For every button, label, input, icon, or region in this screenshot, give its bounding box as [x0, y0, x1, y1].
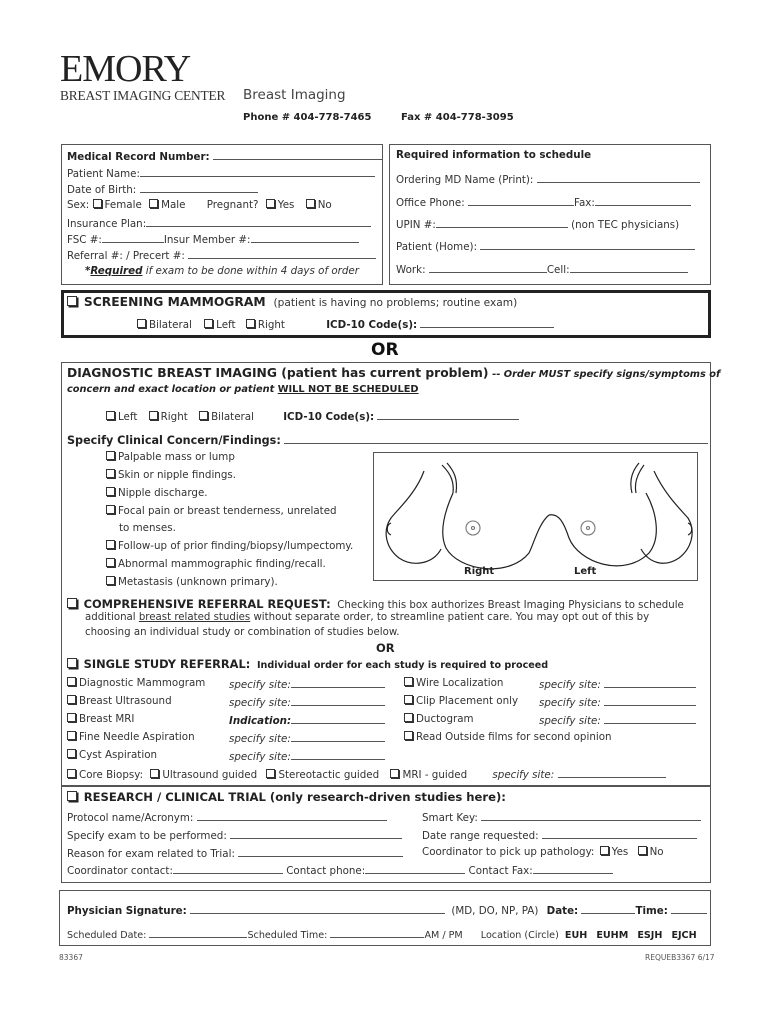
- signature-time-label: Time:: [635, 905, 668, 917]
- study-field-row: [539, 695, 696, 709]
- study-item: [404, 695, 518, 707]
- protocol-field[interactable]: [197, 810, 387, 821]
- patient-name-label: Patient Name:: [67, 168, 140, 180]
- core-biopsy-row: [67, 767, 666, 781]
- emory-logo: EMORY: [60, 48, 191, 90]
- study-field[interactable]: [604, 677, 696, 688]
- comprehensive-text-2-pre: additional: [85, 612, 139, 623]
- single-study-checkbox[interactable]: [67, 658, 77, 668]
- mrn-field[interactable]: [213, 149, 383, 160]
- finding-checkbox[interactable]: [106, 451, 115, 460]
- insur-member-label: Insur Member #:: [163, 234, 251, 246]
- study-checkbox[interactable]: [67, 713, 76, 722]
- study-field-label: specify site:: [229, 697, 291, 709]
- finding-label: Follow-up of prior finding/biopsy/lumpectomy.: [118, 540, 354, 552]
- fsc-row: [67, 232, 359, 246]
- contact-fax-label: Contact Fax:: [468, 865, 533, 877]
- study-checkbox[interactable]: [404, 677, 413, 686]
- mrn-row: [67, 149, 383, 163]
- reason-row: [67, 846, 403, 860]
- office-fax-field[interactable]: [595, 195, 691, 206]
- patient-home-label: Patient (Home):: [396, 241, 478, 253]
- credentials-label: (MD, DO, NP, PA): [451, 905, 539, 917]
- ordering-md-label: Ordering MD Name (Print):: [396, 174, 534, 186]
- study-field-row: [539, 677, 696, 691]
- or-divider-small: OR: [376, 641, 395, 655]
- diagram-right-label: Right: [464, 566, 495, 577]
- signature-date-label: Date:: [546, 905, 579, 917]
- female-label: Female: [104, 199, 142, 211]
- study-field[interactable]: [291, 713, 385, 724]
- finding-label: Abnormal mammographic finding/recall.: [118, 558, 326, 570]
- mri-guided-label: MRI - guided: [402, 769, 468, 781]
- smart-key-row: [422, 810, 701, 824]
- or-divider: OR: [371, 340, 399, 360]
- smart-key-field[interactable]: [481, 810, 701, 821]
- patient-name-field[interactable]: [140, 166, 375, 177]
- location-ejch[interactable]: EJCH: [671, 930, 697, 941]
- finding-item: [106, 558, 326, 570]
- contact-fax-field[interactable]: [533, 863, 613, 874]
- pregnant-no-label: No: [317, 199, 332, 211]
- study-checkbox[interactable]: [404, 695, 413, 704]
- diagnostic-left-checkbox[interactable]: [106, 411, 115, 420]
- required-note: [85, 265, 359, 277]
- footer-left-code: 83367: [59, 953, 83, 962]
- study-field-row: [229, 713, 385, 727]
- upin-label: UPIN #:: [396, 219, 436, 231]
- male-label: Male: [161, 199, 186, 211]
- screening-note: (patient is having no problems; routine exam): [273, 297, 518, 309]
- core-biopsy-label: Core Biopsy:: [79, 769, 144, 781]
- study-field-row: [229, 749, 385, 763]
- diagnostic-warning: Order MUST specify signs/symptoms of: [503, 369, 721, 380]
- ampm-label: AM / PM: [424, 930, 463, 941]
- sched-date-label: Scheduled Date:: [67, 930, 147, 941]
- date-range-field[interactable]: [542, 828, 697, 839]
- cell-label: Cell:: [546, 264, 570, 276]
- insur-member-field[interactable]: [251, 232, 359, 243]
- study-item: [67, 713, 134, 725]
- sex-label: Sex:: [67, 199, 90, 211]
- finding-item: [106, 469, 236, 481]
- study-item: [404, 677, 503, 689]
- coord-contact-label: Coordinator contact:: [67, 865, 173, 877]
- finding-label: Nipple discharge.: [118, 487, 208, 499]
- diagnostic-bilateral-label: Bilateral: [211, 411, 254, 423]
- study-label: Diagnostic Mammogram: [79, 677, 206, 689]
- dob-row: [67, 182, 258, 196]
- clinical-concern-row: [67, 433, 708, 447]
- research-title: RESEARCH / CLINICAL TRIAL (only research-driven studies here):: [83, 790, 506, 804]
- pathology-yes-label: Yes: [611, 846, 629, 858]
- study-item: [67, 731, 195, 743]
- screening-options-row: [137, 317, 554, 331]
- clinical-concern-label: Specify Clinical Concern/Findings:: [67, 434, 281, 447]
- finding-item: [106, 487, 208, 499]
- pathology-label: Coordinator to pick up pathology:: [422, 846, 595, 858]
- single-study-title: SINGLE STUDY REFERRAL:: [83, 657, 251, 671]
- sched-time-field[interactable]: [330, 927, 424, 938]
- study-field-row: [539, 713, 696, 727]
- signature-time-field[interactable]: [671, 903, 707, 914]
- department-name: Breast Imaging: [243, 87, 346, 103]
- ordering-md-row: [396, 172, 700, 186]
- pregnant-yes-label: Yes: [277, 199, 295, 211]
- study-checkbox[interactable]: [67, 677, 76, 686]
- study-checkbox[interactable]: [67, 731, 76, 740]
- screening-checkbox[interactable]: [67, 296, 77, 306]
- pregnant-yes-checkbox[interactable]: [266, 199, 275, 208]
- comprehensive-text-1: Checking this box authorizes Breast Imaging Physicians to schedule: [337, 600, 684, 611]
- footer-right-code: REQUEB3367 6/17: [645, 953, 715, 962]
- screening-icd-label: ICD-10 Code(s):: [326, 319, 418, 331]
- diagram-left-label: Left: [574, 566, 597, 577]
- study-field[interactable]: [291, 695, 385, 706]
- insurance-row: [67, 216, 371, 230]
- study-field[interactable]: [291, 731, 385, 742]
- ultrasound-guided-checkbox[interactable]: [150, 769, 159, 778]
- ultrasound-guided-label: Ultrasound guided: [162, 769, 258, 781]
- referral-label: Referral #: / Precert #:: [67, 250, 185, 262]
- finding-label: Palpable mass or lump: [118, 451, 235, 463]
- study-field[interactable]: [604, 695, 696, 706]
- breast-related-studies: breast related studies: [138, 612, 251, 623]
- study-label: Breast Ultrasound: [79, 695, 172, 707]
- study-field-label: specify site:: [229, 751, 291, 763]
- pregnant-no-checkbox[interactable]: [306, 199, 315, 208]
- single-study-note: Individual order for each study is required to proceed: [256, 660, 549, 671]
- finding-checkbox[interactable]: [106, 469, 115, 478]
- stereotactic-guided-checkbox[interactable]: [266, 769, 275, 778]
- office-fax-label: Fax:: [573, 197, 595, 209]
- finding-checkbox[interactable]: [106, 487, 115, 496]
- breast-outline-icon: [374, 453, 697, 580]
- diagnostic-title: DIAGNOSTIC BREAST IMAGING (patient has current problem): [67, 366, 489, 380]
- sched-time-label: Scheduled Time:: [247, 930, 328, 941]
- comprehensive-checkbox[interactable]: [67, 598, 77, 608]
- exam-label: Specify exam to be performed:: [67, 830, 227, 842]
- male-checkbox[interactable]: [149, 199, 158, 208]
- screening-icd-field[interactable]: [420, 317, 554, 328]
- insurance-field[interactable]: [146, 216, 371, 227]
- coord-contact-field[interactable]: [173, 863, 283, 874]
- screening-left-checkbox[interactable]: [204, 319, 213, 328]
- pathology-row: [422, 846, 664, 858]
- protocol-row: [67, 810, 387, 824]
- patient-home-row: [396, 239, 695, 253]
- study-label: Read Outside films for second opinion: [416, 731, 612, 743]
- study-field[interactable]: [291, 749, 385, 760]
- diagnostic-title-row: [67, 366, 720, 380]
- study-field-row: [229, 695, 385, 709]
- comprehensive-title: COMPREHENSIVE REFERRAL REQUEST:: [83, 597, 331, 611]
- finding-label: to menses.: [119, 522, 176, 534]
- required-asterisk: *: [85, 265, 91, 277]
- study-item: [67, 749, 157, 761]
- referral-row: [67, 248, 376, 262]
- study-field-label: specify site:: [229, 733, 291, 745]
- pregnant-label: Pregnant?: [206, 199, 259, 211]
- study-field-row: [229, 731, 385, 745]
- comprehensive-text-3: choosing an individual study or combination of studies below.: [85, 627, 400, 638]
- study-label: Clip Placement only: [416, 695, 519, 707]
- fax-number: Fax # 404-778-3095: [401, 112, 514, 123]
- finding-checkbox[interactable]: [106, 576, 115, 585]
- upin-row: [396, 217, 679, 231]
- study-field-label: Indication:: [229, 715, 292, 727]
- diagnostic-left-label: Left: [118, 411, 138, 423]
- finding-checkbox[interactable]: [106, 540, 115, 549]
- pathology-no-checkbox[interactable]: [638, 846, 647, 855]
- date-range-label: Date range requested:: [422, 830, 539, 842]
- location-euh[interactable]: EUH: [564, 930, 588, 941]
- study-field-label: specify site:: [539, 697, 601, 709]
- sex-row: [67, 199, 332, 211]
- required-suffix: if exam to be done within 4 days of order: [142, 265, 359, 277]
- smart-key-label: Smart Key:: [422, 812, 478, 824]
- study-item: [67, 695, 172, 707]
- stereotactic-guided-label: Stereotactic guided: [278, 769, 380, 781]
- diagnostic-warning-2: [67, 384, 419, 395]
- study-label: Ductogram: [416, 713, 474, 725]
- comprehensive-row: [67, 597, 684, 611]
- signature-field[interactable]: [190, 903, 445, 914]
- study-field-label: specify site:: [539, 715, 601, 727]
- insurance-label: Insurance Plan:: [67, 218, 147, 230]
- research-checkbox[interactable]: [67, 791, 77, 801]
- study-checkbox[interactable]: [404, 713, 413, 722]
- study-item: [67, 677, 205, 689]
- date-range-row: [422, 828, 697, 842]
- study-label: Wire Localization: [416, 677, 504, 689]
- patient-home-field[interactable]: [480, 239, 695, 250]
- schedule-title: Required information to schedule: [396, 149, 592, 161]
- finding-label: Focal pain or breast tenderness, unrelated: [118, 505, 337, 517]
- signature-row: [67, 903, 707, 917]
- required-word: Required: [90, 265, 143, 277]
- dob-label: Date of Birth:: [67, 184, 137, 196]
- work-cell-row: [396, 262, 688, 276]
- research-title-row: [67, 790, 506, 804]
- cell-field[interactable]: [570, 262, 688, 273]
- study-label: Cyst Aspiration: [79, 749, 158, 761]
- study-item: [404, 731, 612, 743]
- finding-label: Skin or nipple findings.: [118, 469, 237, 481]
- exam-field[interactable]: [230, 828, 402, 839]
- location-euhm[interactable]: EUHM: [596, 930, 629, 941]
- phone-number: Phone # 404-778-7465: [243, 112, 372, 123]
- screening-title-row: [67, 295, 517, 309]
- breast-diagram[interactable]: [373, 452, 698, 581]
- study-field[interactable]: [604, 713, 696, 724]
- screening-right-checkbox[interactable]: [246, 319, 255, 328]
- fsc-label: FSC #:: [67, 234, 102, 246]
- study-item: [404, 713, 474, 725]
- diagnostic-options-row: [106, 409, 519, 423]
- study-label: Fine Needle Aspiration: [79, 731, 195, 743]
- finding-item: [106, 451, 235, 463]
- comprehensive-text-2-post: without separate order, to streamline patient care. You may opt out of this by: [250, 612, 650, 623]
- sched-date-field[interactable]: [149, 927, 247, 938]
- study-field[interactable]: [291, 677, 385, 688]
- screening-title: SCREENING MAMMOGRAM: [83, 295, 266, 309]
- referral-field[interactable]: [188, 248, 376, 259]
- core-site-label: specify site:: [492, 769, 555, 781]
- coord-contact-row: [67, 863, 613, 877]
- pathology-no-label: No: [649, 846, 664, 858]
- screening-bilateral-checkbox[interactable]: [137, 319, 146, 328]
- protocol-label: Protocol name/Acronym:: [67, 812, 194, 824]
- screening-left-label: Left: [216, 319, 236, 331]
- logo-subtitle: BREAST IMAGING CENTER: [60, 88, 226, 103]
- patient-name-row: [67, 166, 375, 180]
- office-phone-row: [396, 195, 691, 209]
- study-checkbox[interactable]: [67, 749, 76, 758]
- study-field-label: specify site:: [539, 679, 601, 691]
- fsc-field[interactable]: [102, 232, 164, 243]
- contact-phone-field[interactable]: [365, 863, 465, 874]
- core-biopsy-checkbox[interactable]: [67, 769, 76, 778]
- work-field[interactable]: [429, 262, 547, 273]
- finding-checkbox[interactable]: [106, 558, 115, 567]
- finding-item: [106, 540, 353, 552]
- upin-field[interactable]: [436, 217, 568, 228]
- core-site-field[interactable]: [558, 767, 666, 778]
- diagnostic-icd-field[interactable]: [377, 409, 519, 420]
- study-label: Breast MRI: [79, 713, 135, 725]
- diagnostic-right-checkbox[interactable]: [149, 411, 158, 420]
- mri-guided-checkbox[interactable]: [390, 769, 399, 778]
- scheduled-row: [67, 927, 697, 941]
- signature-date-field[interactable]: [581, 903, 635, 914]
- diagnostic-right-label: Right: [160, 411, 188, 423]
- clinical-concern-field[interactable]: [284, 433, 708, 444]
- comprehensive-text-2: [85, 612, 649, 623]
- location-esjh[interactable]: ESJH: [637, 930, 663, 941]
- pathology-yes-checkbox[interactable]: [600, 846, 609, 855]
- dob-field[interactable]: [140, 182, 258, 193]
- finding-continuation: [119, 522, 176, 534]
- single-study-row: [67, 657, 548, 671]
- diagnostic-warning-text: concern and exact location or patient: [67, 384, 278, 395]
- reason-label: Reason for exam related to Trial:: [67, 848, 235, 860]
- study-field-row: [229, 677, 385, 691]
- diagnostic-dash: --: [488, 369, 504, 380]
- diagnostic-icd-label: ICD-10 Code(s):: [283, 411, 375, 423]
- work-label: Work:: [396, 264, 426, 276]
- study-field-label: specify site:: [229, 679, 291, 691]
- mrn-label: Medical Record Number:: [67, 151, 210, 163]
- study-checkbox[interactable]: [67, 695, 76, 704]
- upin-note: (non TEC physicians): [571, 219, 680, 231]
- diagnostic-bilateral-checkbox[interactable]: [199, 411, 208, 420]
- finding-item: [106, 505, 337, 517]
- finding-label: Metastasis (unknown primary).: [118, 576, 278, 588]
- will-not-be-scheduled: WILL NOT BE SCHEDULED: [277, 384, 419, 395]
- office-phone-label: Office Phone:: [396, 197, 465, 209]
- office-phone-field[interactable]: [468, 195, 574, 206]
- exam-row: [67, 828, 402, 842]
- location-label: Location (Circle): [480, 930, 559, 941]
- screening-right-label: Right: [257, 319, 285, 331]
- study-checkbox[interactable]: [404, 731, 413, 740]
- finding-item: [106, 576, 278, 588]
- female-checkbox[interactable]: [93, 199, 102, 208]
- screening-bilateral-label: Bilateral: [149, 319, 192, 331]
- reason-field[interactable]: [238, 846, 403, 857]
- ordering-md-field[interactable]: [537, 172, 700, 183]
- contact-phone-label: Contact phone:: [286, 865, 366, 877]
- finding-checkbox[interactable]: [106, 505, 115, 514]
- signature-label: Physician Signature:: [67, 905, 187, 917]
